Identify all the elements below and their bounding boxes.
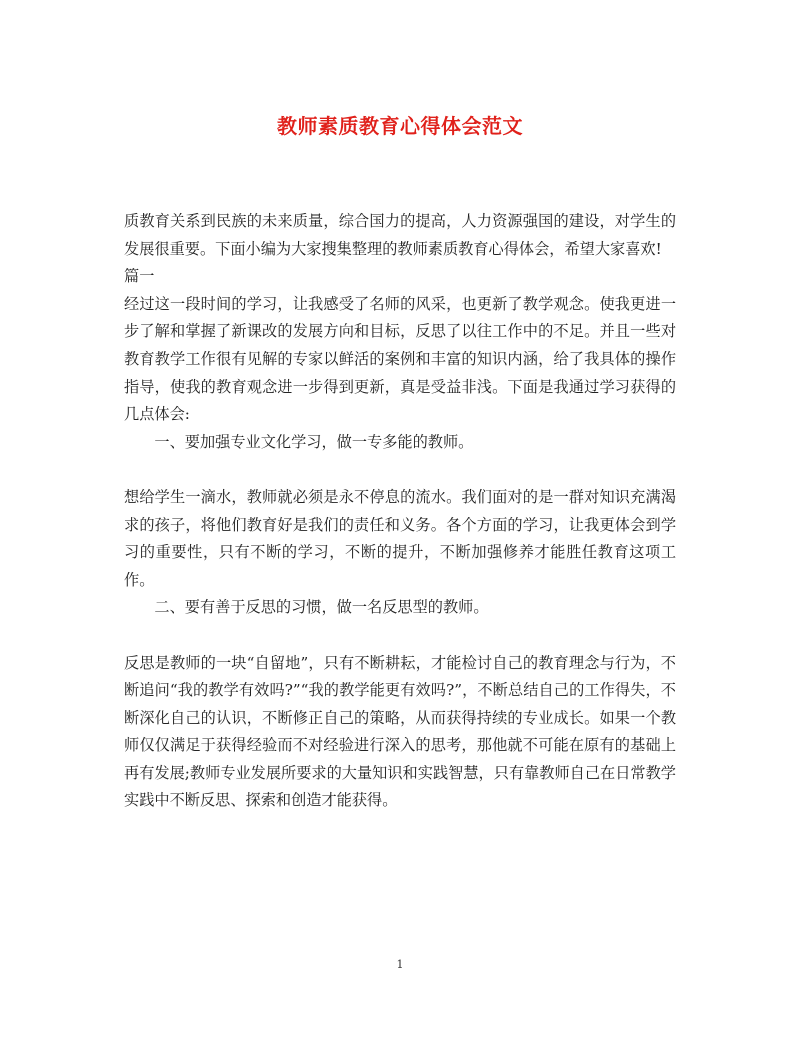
body-paragraph-3: 反思是教师的一块“自留地”，只有不断耕耘，才能检讨自己的教育理念与行为，不断追问“我的教学有效吗?”“我的教学能更有效吗?”，不断总结自己的工作得失，不断深化自己的认识，不断修正自己的策略，从而获得持续的专业成长。如果一个教师仅仅满足于获得经验而不对经验进行深入的思考，那他就不可能在原有的基础上再有发展;教师专业发展所要求的大量知识和实践智慧，只有靠教师自己在日常教学实践中不断反思、探索和创造才能获得。 bbox=[124, 653, 676, 810]
section-heading-1: 一、要加强专业文化学习，做一专多能的教师。 bbox=[154, 432, 474, 451]
intro-paragraph: 质教育关系到民族的未来质量，综合国力的提高，人力资源强国的建设，对学生的发展很重要。下面小编为大家搜集整理的教师素质教育心得体会，希望大家喜欢! bbox=[124, 212, 676, 258]
section-label: 篇一 bbox=[124, 267, 155, 286]
body-paragraph-2: 想给学生一滴水，教师就必须是永不停息的流水。我们面对的是一群对知识充满渴求的孩子，将他们教育好是我们的责任和义务。各个方面的学习，让我更体会到学习的重要性，只有不断的学习，不断的提升，不断加强修养才能胜任教育这项工作。 bbox=[124, 487, 676, 589]
paragraph-gap bbox=[124, 622, 676, 650]
paragraph-gap bbox=[124, 456, 676, 484]
body-paragraph-1: 经过这一段时间的学习，让我感受了名师的风采，也更新了教学观念。使我更进一步了解和掌握了新课改的发展方向和目标，反思了以往工作中的不足。并且一些对教育教学工作很有见解的专家以鲜活的案例和丰富的知识内涵，给了我具体的操作指导，使我的教育观念进一步得到更新，真是受益非浅。下面是我通过学习获得的几点体会: bbox=[124, 294, 676, 424]
section-heading-2: 二、要有善于反思的习惯，做一名反思型的教师。 bbox=[154, 598, 489, 617]
document-title: 教师素质教育心得体会范文 bbox=[277, 114, 523, 138]
document-body bbox=[124, 208, 676, 815]
page-number: 1 bbox=[396, 958, 404, 971]
